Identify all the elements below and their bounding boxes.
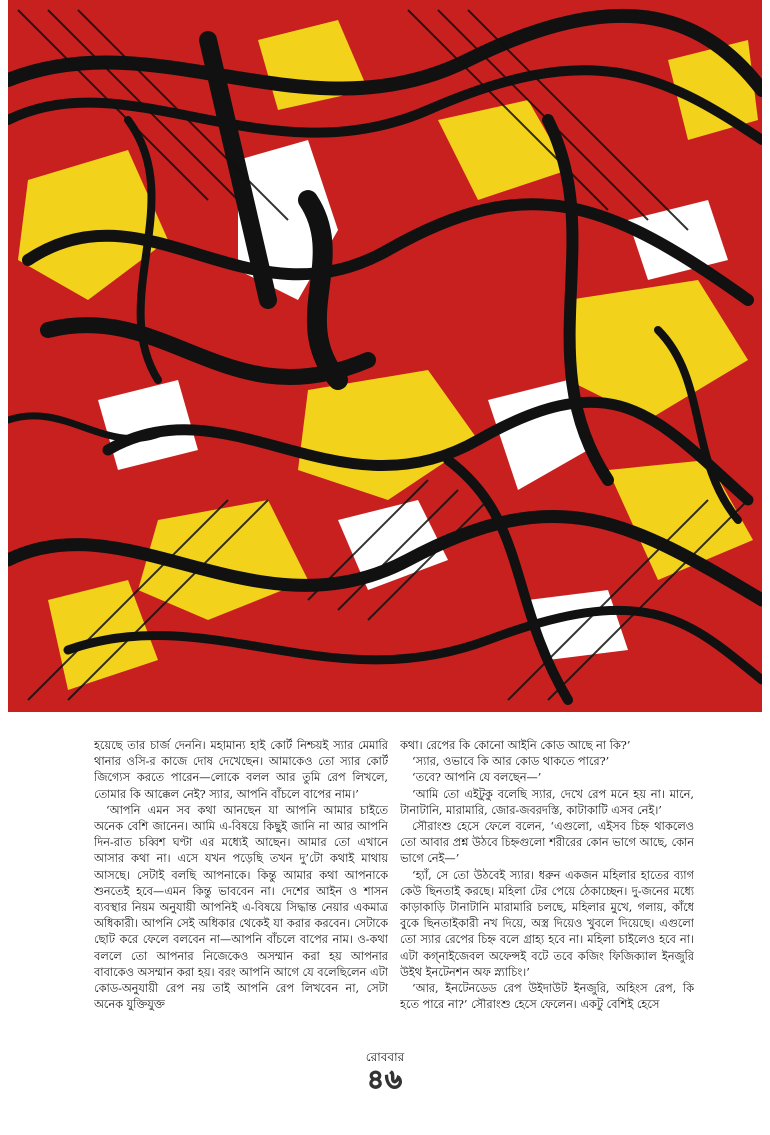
paragraph: হয়েছে তার চার্জ দেননি। মহামান্য হাই কোর্ট নিশ্চয়ই স্যার মেমারি থানার ওসি-র কাজে দোষ দেখেছেন। আমাকেও তো স্যার কোর্ট জিগ্যেস করতে পারেন—লোকে বলল আর তুমি রেপ লিখলে, তোমার কি আক্কেল নেই? স্যার, আপনি বাঁচলে বাপের নাম।’ (94, 739, 388, 801)
paragraph: ‘স্যার, ওভাবে কি আর কোড থাকতে পারে?’ (412, 755, 610, 769)
paragraph: ‘আমি তো এইটুকু বলেছি স্যার, দেখে রেপ মনে হয় না। মানে, টানাটানি, মারামারি, জোর-জবরদস্তি, কাটাকাটি এসব নেই।’ (400, 787, 694, 817)
page-number: ৪৬ (367, 1065, 403, 1095)
paragraph: কথা। রেপের কি কোনো আইনি কোড আছে না কি?’ (400, 739, 631, 752)
paragraph: ‘আর, ইনটেনডেড রেপ উইদাউট ইনজুরি, অহিংস রেপ, কি হতে পারে না?’ সৌরাংশু হেসে ফেলেন। একটু বেশিই হেসে (400, 982, 694, 1012)
page-footer (0, 1050, 770, 1096)
paragraph: ‘হ্যাঁ, সে তো উঠবেই স্যার। ধরুন একজন মহিলার হাতের ব্যাগ কেউ ছিনতাই করছে। মহিলা টের পেয়ে ঠেকাচ্ছেন। দু-জনের মধ্যে কাড়াকাড়ি টানাটানি মারামারি চলছে, মহিলার মুখে, গলায়, কাঁধে বুকে ছিনতাইকারী নখ দিয়ে, অস্ত্র দিয়েও খুবলে দিয়েছে। এগুলো তো স্যার রেপের চিহ্ন বলে গ্রাহ্য হবে না। মহিলা চাইলেও হবে না। এটা কগ্‌নাইজেবল অফেন্সই বটে তবে কজিং ফিজিক্যাল ইনজুরি উইথ ইনটেনশন অফ স্ন্যাচিং।’ (400, 868, 694, 979)
cover-illustration (8, 0, 762, 712)
abstract-scribble-art (8, 0, 762, 712)
paragraph: সৌরাংশু হেসে ফেলে বলেন, ‘এগুলো, এইসব চিহ্ন থাকলেও তো আবার প্রশ্ন উঠবে চিহ্নগুলো শরীরের কোন ভাগে আছে, কোন ভাগে নেই—’ (400, 820, 694, 866)
text-column-right (400, 738, 694, 1043)
article-body (94, 738, 694, 1043)
text-column-left (94, 738, 388, 1043)
paragraph: ‘তবে? আপনি যে বলছেন—’ (412, 771, 542, 785)
paragraph: ‘আপনি এমন সব কথা আনছেন যা আপনি আমার চাইতে অনেক বেশি জানেন। আমি এ-বিষয়ে কিছুই জানি না আর আপনি দিন-রাত চব্বিশ ঘণ্টা এর মধ্যেই আছেন। আমার তো এখানে আসার কথা না। এসে যখন পড়েছি তখন দু’টো কথাই মাথায় আসছে। সেটাই বলছি আপনাকে। কিন্তু আমার কথা আপনাকে শুনতেই হবে—এমন কিন্তু ভাববেন না। দেশের আইন ও শাসন ব্যবস্থার নিয়ম অনুযায়ী আপনিই এ-বিষয়ে সিদ্ধান্ত নেয়ার একমাত্র অধিকারী। আপনি সেই অধিকার থেকেই যা করার করবেন। সেটাকে ছোট করে ফেলে বলবেন না—আপনি বাঁচলে বাপের নাম। ও-কথা বললে তো আপনার নিজেকেও অসম্মান করা হয় আপনার বাবাকেও অসম্মান করা হয়। বরং আপনি আগে যে বলেছিলেন এটা কোড-অনুযায়ী রেপ নয় তাই আপনি রেপ লিখবেন না, সেটা অনেক যুক্তিযুক্ত (94, 803, 388, 1012)
magazine-name: রোববার (365, 1050, 405, 1064)
